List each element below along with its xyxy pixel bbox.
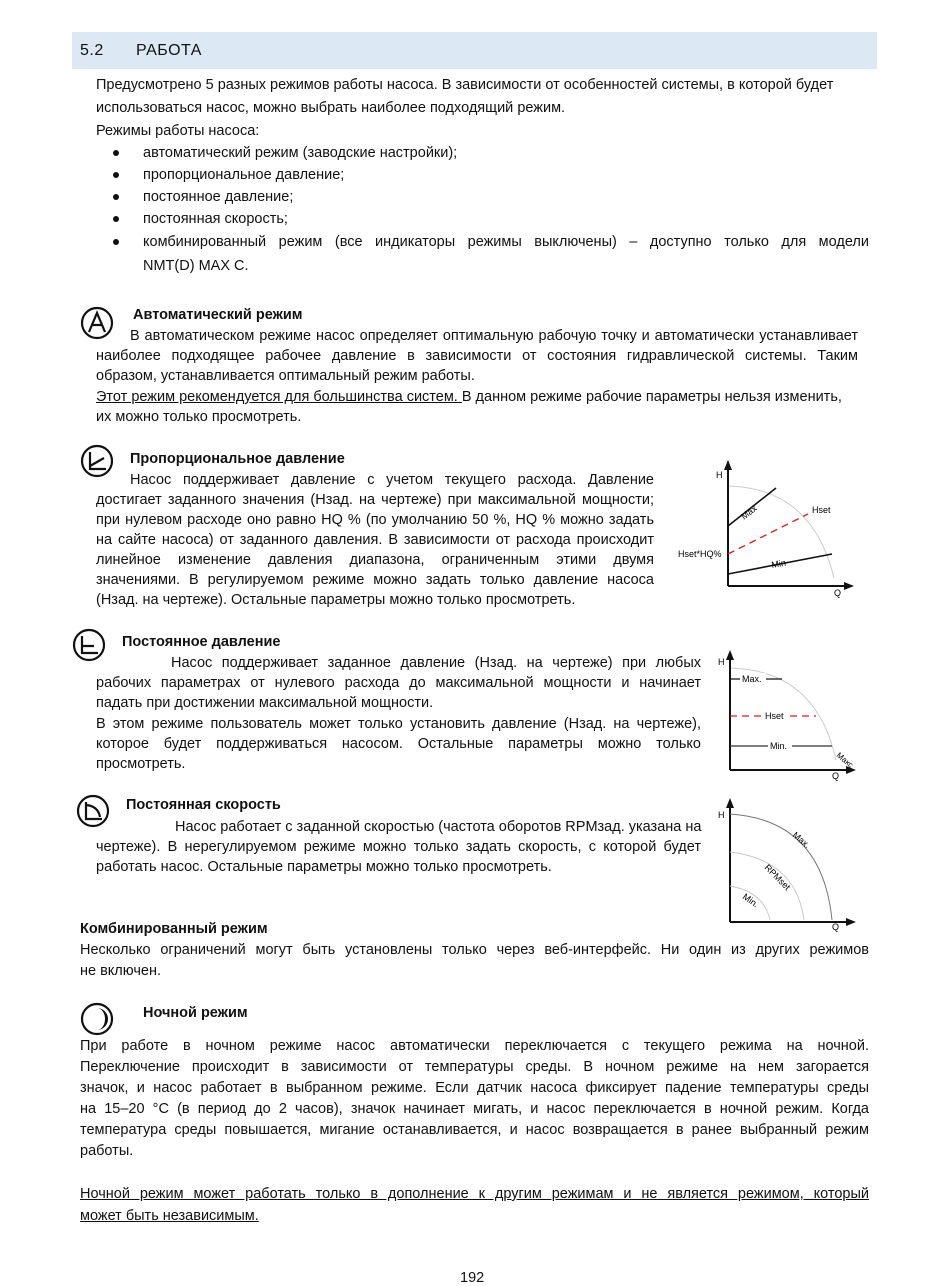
proportional-line: линейное изменение давления диапазона, ограниченным этими двумя xyxy=(96,552,654,568)
mode-item: автоматический режим (заводские настройки); xyxy=(143,145,458,161)
night-note-line: может быть независимым. xyxy=(80,1208,259,1224)
auto-line: наиболее подходящее рабочее давление в зависимости от состояния гидравлической системы. Таким xyxy=(96,348,858,364)
constant-pressure-diagram xyxy=(712,648,862,782)
constant-speed-line: Насос работает с заданной скоростью (частота оборотов RPMзад. указана на xyxy=(175,819,702,835)
section-header xyxy=(72,32,877,69)
night-line: на 15–20 °C (в период до 2 часов), значок начинает мигать, и насос переключается в ночной режим. Когда xyxy=(80,1101,869,1117)
night-note-line: Ночной режим может работать только в дополнение к другим режимам и не является режимом, который xyxy=(80,1186,869,1202)
night-line: Переключение происходит в зависимости от температуры среды. В ночном режиме на нем загорается xyxy=(80,1059,869,1075)
mode-item: пропорциональное давление; xyxy=(143,167,345,183)
constant-pressure-line: падать при достижении максимальной мощности. xyxy=(96,695,434,711)
night-line: работы. xyxy=(80,1143,134,1159)
proportional-line: Насос поддерживает давление с учетом текущего расхода. Давление xyxy=(130,472,654,488)
rpmset-curve-label: RPMset xyxy=(762,862,793,893)
constant-pressure-title: Постоянное давление xyxy=(122,634,281,650)
max-curve-label: Макс xyxy=(834,750,855,770)
constant-pressure-line: которое будет поддерживаться насосом. Остальные параметры можно только xyxy=(96,736,701,752)
axis-q-label: Q xyxy=(834,588,842,598)
constant-pressure-line: Насос поддерживает заданное давление (Нзад. на чертеже) при любых xyxy=(171,655,701,671)
constant-speed-diagram xyxy=(712,796,862,934)
axis-h-label: H xyxy=(716,470,723,480)
night-line: значок, и насос работает в выбранном режиме. Если датчик насоса фиксирует падение температуры среды xyxy=(80,1080,869,1096)
mode-item: постоянное давление; xyxy=(143,189,294,205)
modes-heading: Режимы работы насоса: xyxy=(96,123,260,139)
bullet-dot xyxy=(113,216,119,222)
max-curve-label: Max. xyxy=(790,829,813,851)
min-line-label: Min. xyxy=(770,741,788,751)
proportional-pressure-diagram xyxy=(672,458,862,600)
constant-pressure-line: рабочих параметрах от нулевого расхода до максимальной мощности и начинает xyxy=(96,675,701,691)
max-curve-label: Max xyxy=(739,503,759,522)
axis-h-label: H xyxy=(718,810,725,820)
auto-last-line: их можно только просмотреть. xyxy=(96,409,302,425)
constant-pressure-line: просмотреть. xyxy=(96,756,186,772)
page-number: 192 xyxy=(460,1270,485,1286)
hset-label: Hset xyxy=(812,505,831,515)
constant-pressure-line: В этом режиме пользователь может только установить давление (Нзад. на чертеже), xyxy=(96,716,701,732)
bullet-dot xyxy=(113,194,119,200)
crescent-moon-icon xyxy=(80,1002,114,1036)
auto-recommend-line xyxy=(96,387,842,407)
axis-q-label: Q xyxy=(832,771,840,781)
proportional-line: (Нзад. на чертеже). Остальные параметры можно только просмотреть. xyxy=(96,592,576,608)
proportional-line: достигает заданного значения (Нзад. на чертеже) при максимальной мощности; xyxy=(96,492,654,508)
constant-speed-title: Постоянная скорость xyxy=(126,797,281,813)
axis-h-label: H xyxy=(718,657,725,667)
proportional-line: при нулевом расходе оно равно HQ % (по умолчанию 50 %, HQ % можно задать xyxy=(96,512,654,528)
axis-q-label: Q xyxy=(832,922,840,932)
intro-line-1: Предусмотрено 5 разных режимов работы насоса. В зависимости от особенностей системы, в которой будет xyxy=(96,77,834,93)
combined-line: не включен. xyxy=(80,963,161,979)
constant-speed-line: чертеже). В нерегулируемом режиме можно только задать скорость, с которой будет xyxy=(96,839,701,855)
min-curve-label: Min xyxy=(770,557,787,570)
auto-line: В автоматическом режиме насос определяет оптимальную рабочую точку и автоматически устанавливает xyxy=(130,328,858,344)
constant-speed-line: работать насос. Остальные параметры можно только просмотреть. xyxy=(96,859,552,875)
intro-line-2: использоваться насос, можно выбрать наиболее подходящий режим. xyxy=(96,100,566,116)
combined-title: Комбинированный режим xyxy=(80,921,268,937)
proportional-line: значениями. В регулируемом режиме можно задать только давление насоса xyxy=(96,572,654,588)
hset-line-label: Hset xyxy=(765,711,784,721)
hset-hq-label: Hset*HQ% xyxy=(678,549,722,559)
auto-line: образом, устанавливается оптимальный режим работы. xyxy=(96,368,475,384)
proportional-title: Пропорциональное давление xyxy=(130,451,345,467)
night-line: температура среды повышается, мигание останавливается, и насос возвращается в ранее выбранный режим xyxy=(80,1122,869,1138)
max-line-label: Max. xyxy=(742,674,762,684)
auto-recommend-rest: В данном режиме рабочие параметры нельзя изменить, xyxy=(461,389,842,405)
combined-line: Несколько ограничений могут быть установлены только через веб-интерфейс. Ни один из других режимов xyxy=(80,942,869,958)
mode-item: постоянная скорость; xyxy=(143,211,288,227)
proportional-line: на сайте насоса) от заданного давления. В зависимости от расхода происходит xyxy=(96,532,654,548)
min-curve-label: Min. xyxy=(740,891,761,910)
section-title: РАБОТА xyxy=(136,41,202,59)
mode-item: комбинированный режим (все индикаторы режимы выключены) – доступно только для модели xyxy=(143,234,869,250)
auto-recommend-underlined: Этот режим рекомендуется для большинства систем. xyxy=(96,389,462,405)
section-number: 5.2 xyxy=(80,41,104,59)
bullet-dot xyxy=(113,172,119,178)
bullet-dot xyxy=(113,150,119,156)
bullet-dot xyxy=(113,239,119,245)
night-line: При работе в ночном режиме насос автоматически переключается с текущего режима на ночной. xyxy=(80,1038,869,1054)
mode-item-continuation: NMT(D) MAX C. xyxy=(143,258,249,274)
auto-title: Автоматический режим xyxy=(133,307,303,323)
night-title: Ночной режим xyxy=(143,1005,248,1021)
